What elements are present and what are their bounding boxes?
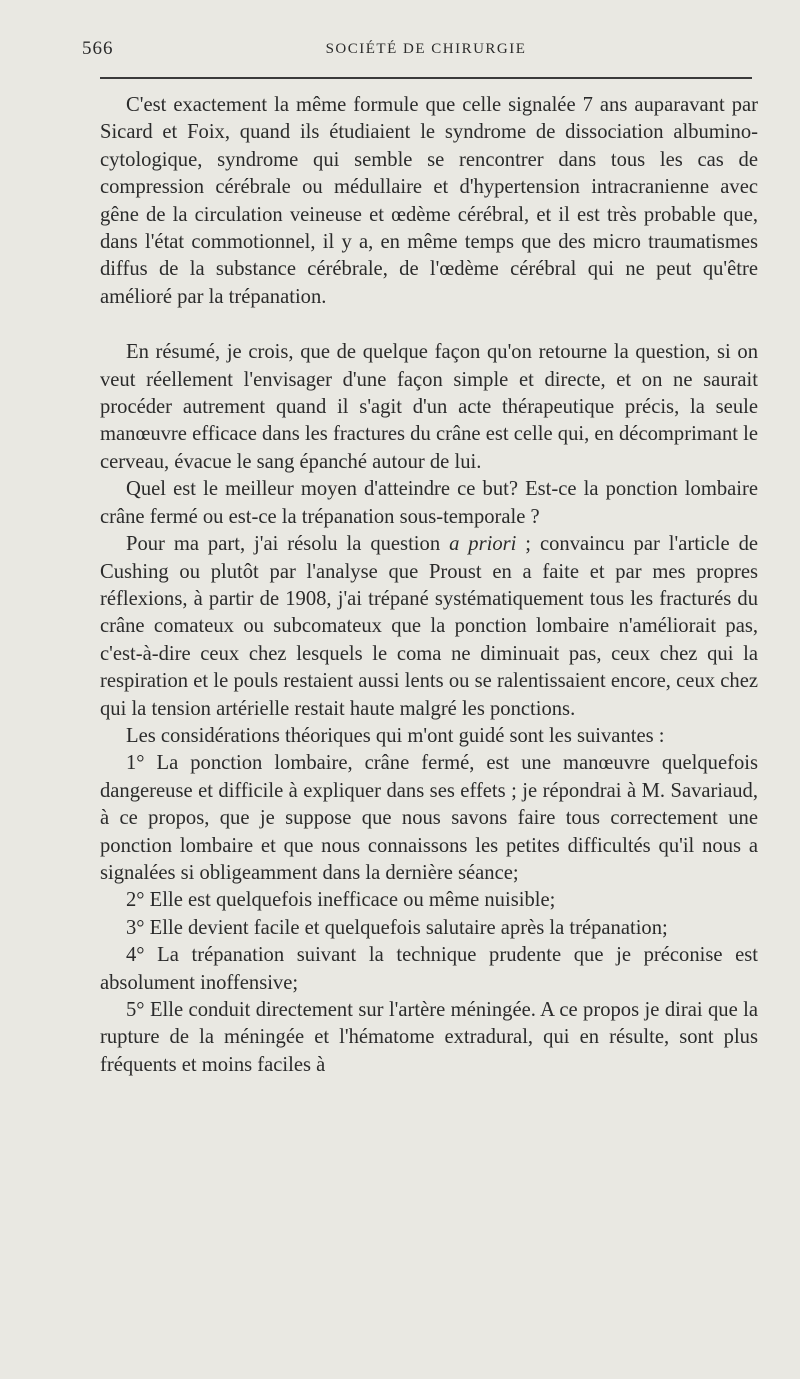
list-item: 1° La ponction lombaire, crâne fermé, est une manœuvre quelquefois dangereuse et difficile à expliquer dans ses effets ; je répondrai à M. Savariaud, à ce propos, que je suppose que nous savons faire tous correctement une ponction lombaire et que nous connaissons les petites difficultés qu'il nous a signalées si obligeamment dans la dernière séance; (100, 752, 758, 884)
page-header (82, 38, 752, 68)
paragraph: Quel est le meilleur moyen d'atteindre ce but? Est-ce la ponction lombaire crâne fermé ou est-ce la trépanation sous-temporale ? (100, 478, 758, 528)
body-text (100, 92, 758, 1079)
list-item: 2° Elle est quelquefois inefficace ou même nuisible; (126, 889, 556, 912)
italic-phrase: a priori (449, 533, 517, 556)
paragraph: Les considérations théoriques qui m'ont guidé sont les suivantes : (126, 724, 665, 747)
paragraph-text: Pour ma part, j'ai résolu la question a priori ; convaincu par l'article de Cushing ou plutôt par l'analyse que Proust en a faite et par mes propres réflexions, à partir de 1908, j'ai trépané systématiquement tous les fracturés du crâne comateux ou subcomateux que la ponction lombaire n'améliorait pas, c'est-à-dire ceux chez lesquels le coma ne diminuait pas, ceux chez qui la respiration et le pouls restaient aussi lents ou se ralentissaient encore, ceux chez qui la tension artérielle restait haute malgré les ponctions. (100, 533, 759, 720)
paragraph: En résumé, je crois, que de quelque façon qu'on retourne la question, si on veut réellement l'envisager d'une façon simple et directe, et on ne saurait procéder autrement quand il s'agit d'un acte thérapeutique précis, la seule manœuvre efficace dans les fractures du crâne est celle qui, en décomprimant le cerveau, évacue le sang épanché autour de lui. (100, 341, 758, 473)
header-rule (100, 77, 752, 79)
page-number: 566 (82, 38, 114, 59)
paragraph: C'est exactement la même formule que celle signalée 7 ans auparavant par Sicard et Foix, quand ils étudiaient le syndrome de dissociation albumino-cytologique, syndrome qui semble se rencontrer dans tous les cas de compression cérébrale ou médullaire et d'hypertension intracranienne avec gêne de la circulation veineuse et œdème cérébral, et il est très probable que, dans l'état commotionnel, il y a, en même temps que des micro traumatismes diffus de la substance cérébrale, de l'œdème cérébral qui ne peut qu'être amélioré par la trépanation. (100, 94, 758, 308)
list-item: 3° Elle devient facile et quelquefois salutaire après la trépanation; (126, 916, 668, 939)
list-item: 4° La trépanation suivant la technique prudente que je préconise est absolument inoffensive; (100, 944, 758, 994)
list-item: 5° Elle conduit directement sur l'artère méningée. A ce propos je dirai que la rupture de la méningée et l'hématome extradural, qui en résulte, sont plus fréquents et moins faciles à (100, 999, 758, 1076)
paragraph-with-italic (100, 531, 758, 723)
running-title: SOCIÉTÉ DE CHIRURGIE (325, 41, 527, 57)
